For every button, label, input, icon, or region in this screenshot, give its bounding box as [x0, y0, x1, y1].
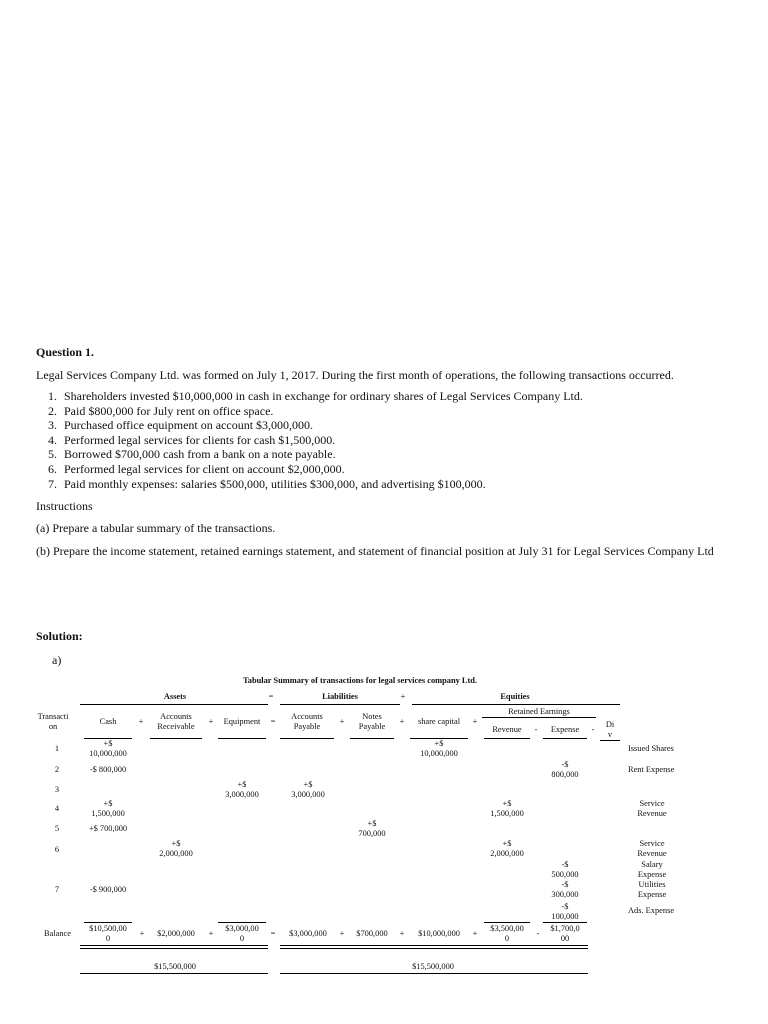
part-label: a): [52, 653, 62, 667]
rule-line: [218, 738, 266, 739]
rule-line: [482, 717, 596, 718]
op-minus: -: [536, 929, 540, 938]
op-eq: =: [268, 692, 274, 701]
row-number: 4: [54, 804, 60, 813]
balance-share-capital: $10,000,000: [418, 929, 460, 938]
rule-line: [280, 945, 588, 946]
op-minus: -: [591, 725, 595, 734]
instruction-a: (a) Prepare a tabular summary of the transactions.: [36, 521, 276, 535]
rule-line: [280, 738, 334, 739]
list-item: 4. Performed legal services for clients for cash $1,500,000.: [60, 433, 583, 448]
instruction-b: (b) Prepare the income statement, retained earnings statement, and statement of financial position at July 31 for Legal Services Company Ltd: [36, 544, 714, 558]
row-note: Utilities Expense: [637, 880, 667, 899]
balance-cash: $10,500,00 0: [89, 924, 127, 943]
op-plus: +: [472, 717, 478, 726]
balance-label: Balance: [44, 929, 71, 938]
list-item: 7. Paid monthly expenses: salaries $500,000, utilities $300,000, and advertising $100,000.: [60, 477, 583, 492]
rule-line: [218, 922, 266, 923]
list-item: 3. Purchased office equipment on account $3,000,000.: [60, 418, 583, 433]
op-plus: +: [339, 929, 345, 938]
header-equipment: Equipment: [223, 717, 261, 726]
row-note: Service Revenue: [637, 799, 667, 818]
op-plus: +: [400, 692, 406, 701]
rule-line: [543, 738, 587, 739]
cell-cash: -$ 900,000: [89, 885, 127, 894]
row-number: 5: [54, 824, 60, 833]
row-number: 6: [54, 845, 60, 854]
list-item: 5. Borrowed $700,000 cash from a bank on a note payable.: [60, 447, 583, 462]
list-item: 1. Shareholders invested $10,000,000 in cash in exchange for ordinary shares of Legal Services Company Ltd.: [60, 389, 583, 404]
cell-cash: -$ 800,000: [89, 765, 127, 774]
op-plus: +: [138, 717, 144, 726]
row-number: 2: [54, 765, 60, 774]
op-plus: +: [339, 717, 345, 726]
question-intro: Legal Services Company Ltd. was formed on July 1, 2017. During the first month of operations, the following transactions occurred.: [36, 368, 674, 382]
header-transaction: Transacti on: [37, 712, 69, 731]
rule-line: [80, 973, 268, 974]
op-plus: +: [208, 929, 214, 938]
op-plus: +: [399, 717, 405, 726]
rule-line: [80, 704, 268, 705]
rule-line: [280, 973, 588, 974]
rule-line: [280, 948, 588, 949]
solution-title: Solution:: [36, 629, 83, 643]
balance-equipment: $3,000,00 0: [225, 924, 259, 943]
op-eq: =: [270, 929, 276, 938]
row-number: 7: [54, 885, 60, 894]
cell-expense-salary: -$ 500,000: [551, 860, 579, 879]
row-number: 3: [54, 785, 60, 794]
op-plus: +: [139, 929, 145, 938]
instructions-label: Instructions: [36, 499, 93, 513]
header-accounts-receivable: Accounts Receivable: [157, 712, 195, 731]
cell-expense-utilities: -$ 300,000: [551, 880, 579, 899]
rule-line: [543, 922, 587, 923]
row-number: 1: [54, 744, 60, 753]
header-accounts-payable: Accounts Payable: [291, 712, 323, 731]
rule-line: [84, 922, 132, 923]
cell-accounts-receivable: +$ 2,000,000: [159, 839, 193, 858]
table-title: Tabular Summary of transactions for legal services company Ltd.: [242, 676, 478, 685]
header-expense: Expense: [550, 725, 580, 734]
cell-notes-payable: +$ 700,000: [358, 819, 386, 838]
cell-expense-ads: -$ 100,000: [551, 902, 579, 921]
row-note: Issued Shares: [628, 744, 674, 753]
header-dividends: Di v: [605, 720, 615, 739]
cell-cash: +$ 1,500,000: [91, 799, 125, 818]
rule-line: [280, 704, 400, 705]
op-minus: -: [534, 725, 538, 734]
cell-accounts-payable: +$ 3,000,000: [291, 780, 325, 799]
header-revenue: Revenue: [492, 725, 522, 734]
rule-line: [484, 922, 530, 923]
row-note: Ads. Expense: [628, 906, 675, 915]
list-item: 2. Paid $800,000 for July rent on office space.: [60, 404, 583, 419]
cell-share-capital: +$ 10,000,000: [420, 739, 458, 758]
group-liabilities: Liabilities: [322, 692, 358, 701]
balance-accounts-payable: $3,000,000: [289, 929, 327, 938]
rule-line: [150, 738, 202, 739]
header-share-capital: share capital: [417, 717, 461, 726]
rule-line: [600, 740, 620, 741]
op-plus: +: [208, 717, 214, 726]
balance-notes-payable: $700,000: [356, 929, 388, 938]
cell-revenue: +$ 1,500,000: [490, 799, 524, 818]
op-plus: +: [472, 929, 478, 938]
rule-line: [80, 948, 268, 949]
header-notes-payable: Notes Payable: [358, 712, 386, 731]
question-title: Question 1.: [36, 345, 95, 359]
op-plus: +: [399, 929, 405, 938]
group-assets: Assets: [163, 692, 187, 701]
balance-revenue: $3,500,00 0: [490, 924, 524, 943]
list-item: 6. Performed legal services for client on account $2,000,000.: [60, 462, 583, 477]
rule-line: [350, 738, 394, 739]
transaction-list: [40, 389, 583, 491]
rule-line: [80, 945, 268, 946]
rule-line: [412, 704, 620, 705]
cell-cash: +$ 700,000: [88, 824, 128, 833]
row-note: Salary Expense: [637, 860, 667, 879]
op-eq: =: [270, 717, 276, 726]
row-note: Service Revenue: [637, 839, 667, 858]
total-assets: $15,500,000: [154, 962, 196, 971]
group-retained-earnings: Retained Earnings: [508, 707, 570, 716]
rule-line: [484, 738, 530, 739]
cell-expense: -$ 800,000: [551, 760, 579, 779]
balance-accounts-receivable: $2,000,000: [157, 929, 195, 938]
cell-cash: +$ 10,000,000: [89, 739, 127, 758]
row-note: Rent Expense: [628, 765, 675, 774]
balance-expense: $1,700,0 00: [550, 924, 580, 943]
total-liabilities-equity: $15,500,000: [412, 962, 454, 971]
group-equities: Equities: [500, 692, 530, 701]
header-cash: Cash: [99, 717, 117, 726]
cell-revenue: +$ 2,000,000: [490, 839, 524, 858]
cell-equipment: +$ 3,000,000: [225, 780, 259, 799]
